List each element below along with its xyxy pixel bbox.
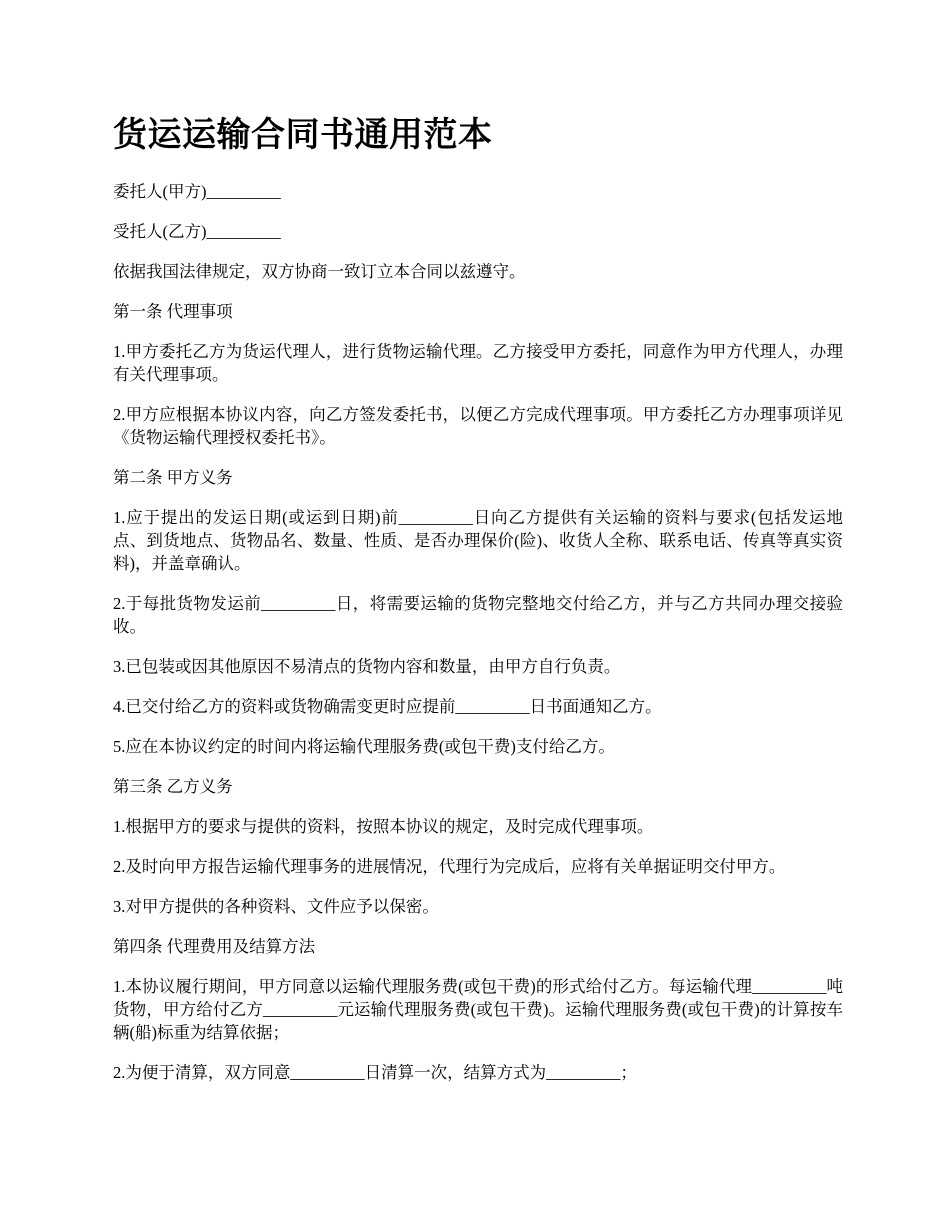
document-title: 货运运输合同书通用范本 <box>113 115 493 155</box>
article-4-clause-1: 1.本协议履行期间，甲方同意以运输代理服务费(或包干费)的形式给付乙方。每运输代理_________吨货物，甲方给付乙方_________元运输代理服务费(或包干费)。运输代理服务费(或包干费)的计算按车辆(船)标重为结算依据； <box>113 977 843 1042</box>
article-3-clause-2: 2.及时向甲方报告运输代理事务的进展情况，代理行为完成后，应将有关单据证明交付甲方。 <box>113 857 786 876</box>
article-2-clause-2: 2.于每批货物发运前_________日，将需要运输的货物完整地交付给乙方，并与乙方共同办理交接验收。 <box>113 594 843 636</box>
article-2-clause-5: 5.应在本协议约定的时间内将运输代理服务费(或包干费)支付给乙方。 <box>113 737 615 756</box>
article-1-heading: 第一条 代理事项 <box>113 302 233 321</box>
article-3-clause-3: 3.对甲方提供的各种资料、文件应予以保密。 <box>113 897 439 916</box>
party-b-line: 受托人(乙方)_________ <box>113 222 281 241</box>
article-1-clause-1: 1.甲方委托乙方为货运代理人，进行货物运输代理。乙方接受甲方委托，同意作为甲方代理人，办理有关代理事项。 <box>113 342 843 384</box>
article-2-clause-3: 3.已包装或因其他原因不易清点的货物内容和数量，由甲方自行负责。 <box>113 657 621 676</box>
preamble: 依据我国法律规定，双方协商一致订立本合同以兹遵守。 <box>113 262 526 281</box>
article-4-heading: 第四条 代理费用及结算方法 <box>113 937 316 956</box>
article-4-clause-2: 2.为便于清算，双方同意_________日清算一次，结算方式为_________； <box>113 1063 637 1082</box>
document-page <box>113 110 843 1101</box>
article-2-clause-4: 4.已交付给乙方的资料或货物确需变更时应提前_________日书面通知乙方。 <box>113 697 662 716</box>
article-3-heading: 第三条 乙方义务 <box>113 777 233 796</box>
article-3-clause-1: 1.根据甲方的要求与提供的资料，按照本协议的规定，及时完成代理事项。 <box>113 817 654 836</box>
party-a-line: 委托人(甲方)_________ <box>113 182 281 201</box>
article-1-clause-2: 2.甲方应根据本协议内容，向乙方签发委托书，以便乙方完成代理事项。甲方委托乙方办理事项详见《货物运输代理授权委托书》。 <box>113 405 843 447</box>
article-2-heading: 第二条 甲方义务 <box>113 468 233 487</box>
article-2-clause-1: 1.应于提出的发运日期(或运到日期)前_________日向乙方提供有关运输的资料与要求(包括发运地点、到货地点、货物品名、数量、性质、是否办理保价(险)、收货人全称、联系电话、传真等真实资料)，并盖章确认。 <box>113 508 843 573</box>
